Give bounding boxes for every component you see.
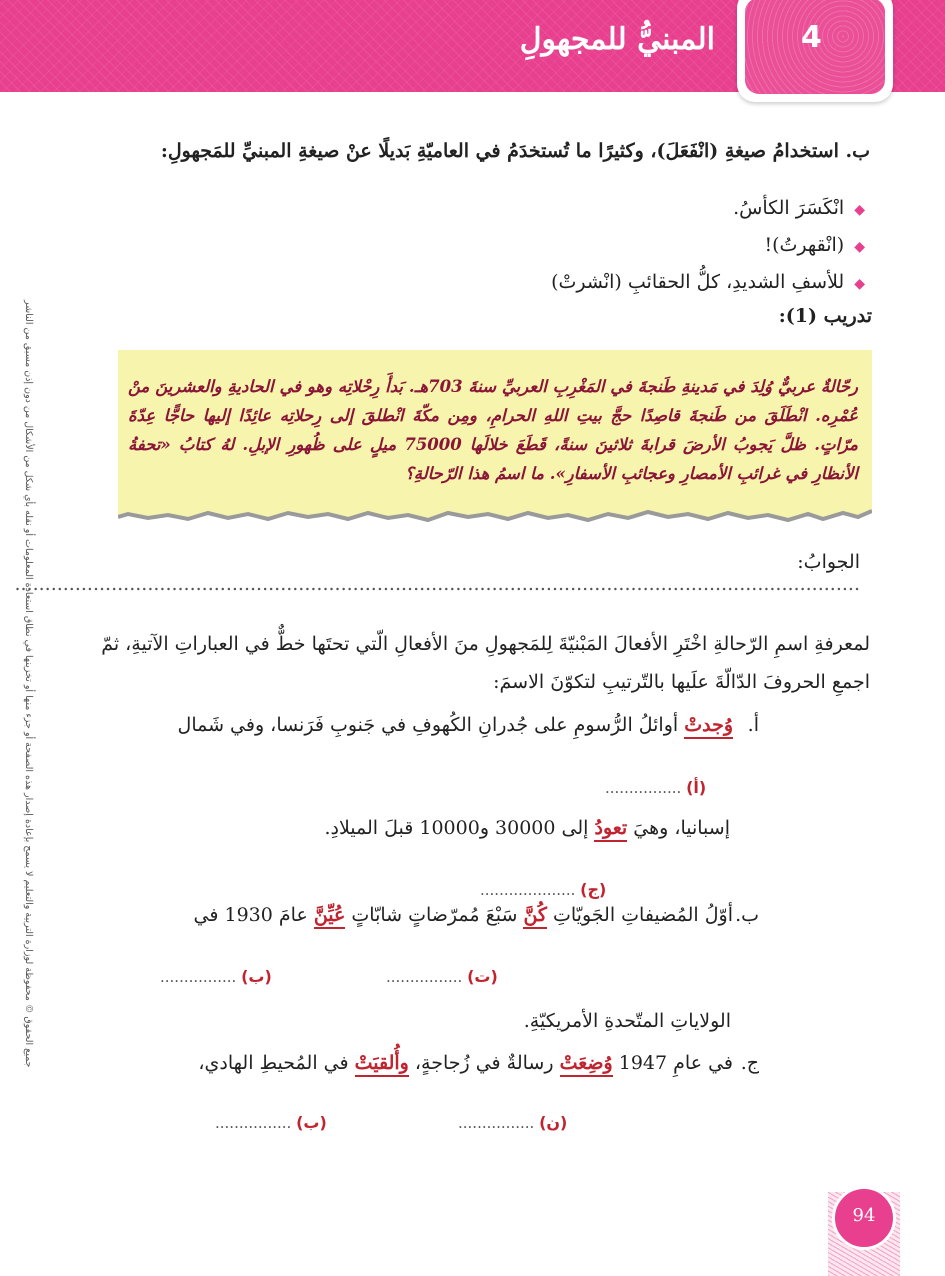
item-b-label: ب. <box>735 904 759 926</box>
item-b-line2: الولاياتِ المتّحدةِ الأمريكيّةِ. <box>523 1010 731 1032</box>
letter-hint: (أ) <box>686 778 707 797</box>
item-b: ب. أوّلُ المُضيفاتِ الجَويّاتِ كُنَّ سَبْعَ مُمرّضاتٍ شابّاتٍ عُيِّنَّ عامَ 1930 في <box>83 904 733 926</box>
item-a-label: أ. <box>747 714 759 736</box>
training-label: تدريب (1): <box>778 305 872 327</box>
bullet-icon: ◆ <box>854 239 865 255</box>
keyword-wujidat: وُجدتْ <box>684 714 733 739</box>
instructions-text: لمعرفةِ اسمِ الرّحالةِ اخْتَرِ الأفعالَ المَبْنيّةَ لِلمَجهولِ منَ الأفعالِ الّتي تحتَها خطٌّ في العباراتِ الآتيةِ، ثمّ اجمعِ الحروفَ الدّالّةَ علَيها بالتّرتيبِ لتكوّنَ الاسمَ: <box>101 633 870 693</box>
slot-dots: .................... <box>480 881 576 899</box>
answer-slot-b2[interactable] <box>160 967 272 986</box>
slot-dots: ................ <box>160 968 237 986</box>
lesson-title: المبنيُّ للمجهولِ <box>519 22 715 57</box>
item-a-line2: إسبانيا، وهيَ تعودُ إلى 30000 و10000 قبلَ الميلادِ. <box>130 817 730 839</box>
item-a-text: أوائلُ الرُّسومِ على جُدرانِ الكُهوفِ في جَنوبِ فَرَنسا، وفي شَمال <box>177 714 685 736</box>
unit-number: 4 <box>801 20 822 55</box>
torn-edge <box>118 505 872 525</box>
page-circle <box>832 1186 896 1250</box>
list-item: ◆للأسفِ الشديدِ، كلُّ الحقائبِ (انْشرتْ) <box>551 271 865 293</box>
answer-row <box>14 551 860 595</box>
answer-label: الجوابُ: <box>797 551 860 573</box>
keyword-uyyinna: عُيِّنَّ <box>314 904 346 929</box>
bullet-icon: ◆ <box>854 276 865 292</box>
copyright-text: جميع الحقوق © محفوظة لوزارة التربية والتعليم لا يسمح بإعادة إصدار هذه الصفحة أو جزء منها أو تخزينها في نطاق استعادة المعلومات أو نقله بأي شكل من الأشكال من دون إذن مسبق من الناشر <box>23 300 34 1068</box>
item-a <box>83 714 759 736</box>
keyword-taudu: تعودُ <box>594 817 627 842</box>
letter-hint: (ب) <box>241 967 272 986</box>
page-number-badge <box>828 1180 900 1276</box>
item-c-label: ج. <box>740 1052 759 1074</box>
slot-dots: ................ <box>215 1114 292 1132</box>
passage-text: رحّالةٌ عربيٌّ وُلِدَ في مَدينةِ طَنجةَ في المَغْرِبِ العربيِّ سنةَ 703هـ. بَدأَ رِحْلاتِه وهو في الحاديةِ والعشرينَ منْ عُمْرِه. انْطَلَقَ من طَنجةَ قاصِدًا حجَّ بيتِ اللهِ الحرامِ، ومِن مكّةَ انْطلقَ إلى رِحلاتِه عائِدًا إليها حاجًّا عِدّةَ مرّاتٍ. ظلَّ يَجوبُ الأرضَ قرابةَ ثلاثينَ سنةً، قَطَعَ خلالَها 75000 ميلٍ على ظُهورِ الإبلِ. لهُ كتابُ «تحفةُ الأنظارِ في غرائبِ الأمصارِ وعجائبِ الأسفارِ». ما اسمُ هذا الرّحالةِ؟ <box>128 377 859 483</box>
keyword-wa-ulqiyat: وأُلقيَتْ <box>355 1052 409 1077</box>
slot-dots: ................ <box>458 1114 535 1132</box>
copyright-side-note <box>22 300 38 1068</box>
letter-hint: (ن) <box>539 1113 568 1132</box>
keyword-wudiat: وُضِعَتْ <box>560 1052 613 1077</box>
list-item: ◆انْكَسَرَ الكأسُ. <box>733 197 865 219</box>
slot-dots: ................ <box>605 779 682 797</box>
answer-slot-a1[interactable] <box>605 778 706 797</box>
answer-slot-c1[interactable] <box>458 1113 567 1132</box>
answer-slot-a2[interactable] <box>480 880 606 899</box>
answer-slot-c2[interactable] <box>215 1113 327 1132</box>
letter-hint: (ج) <box>580 880 607 899</box>
list-item: ◆(انْقهرتُ)! <box>764 234 865 256</box>
bullet-icon: ◆ <box>854 202 865 218</box>
unit-badge <box>737 0 893 102</box>
page-number: 94 <box>852 1205 876 1226</box>
letter-hint: (ب) <box>296 1113 327 1132</box>
answer-slot-b1[interactable] <box>386 967 498 986</box>
item-c: ج. في عامِ 1947 وُضِعَتْ رسالةٌ في زُجاجةٍ، وأُلقيَتْ في المُحيطِ الهادي، <box>83 1052 733 1074</box>
keyword-kunna: كُنَّ <box>523 904 547 929</box>
section-b-heading: ب. استخدامُ صيغةِ (انْفَعَلَ)، وكثيرًا ما تُستخدَمُ في العاميّةِ بَديلًا عنْ صيغةِ المبنيِّ للمَجهولِ: <box>160 140 870 162</box>
answer-field[interactable]: ............................................................................................................................................ <box>14 573 860 595</box>
slot-dots: ................ <box>386 968 463 986</box>
examples-list <box>165 190 865 301</box>
letter-hint: (ت) <box>467 967 498 986</box>
